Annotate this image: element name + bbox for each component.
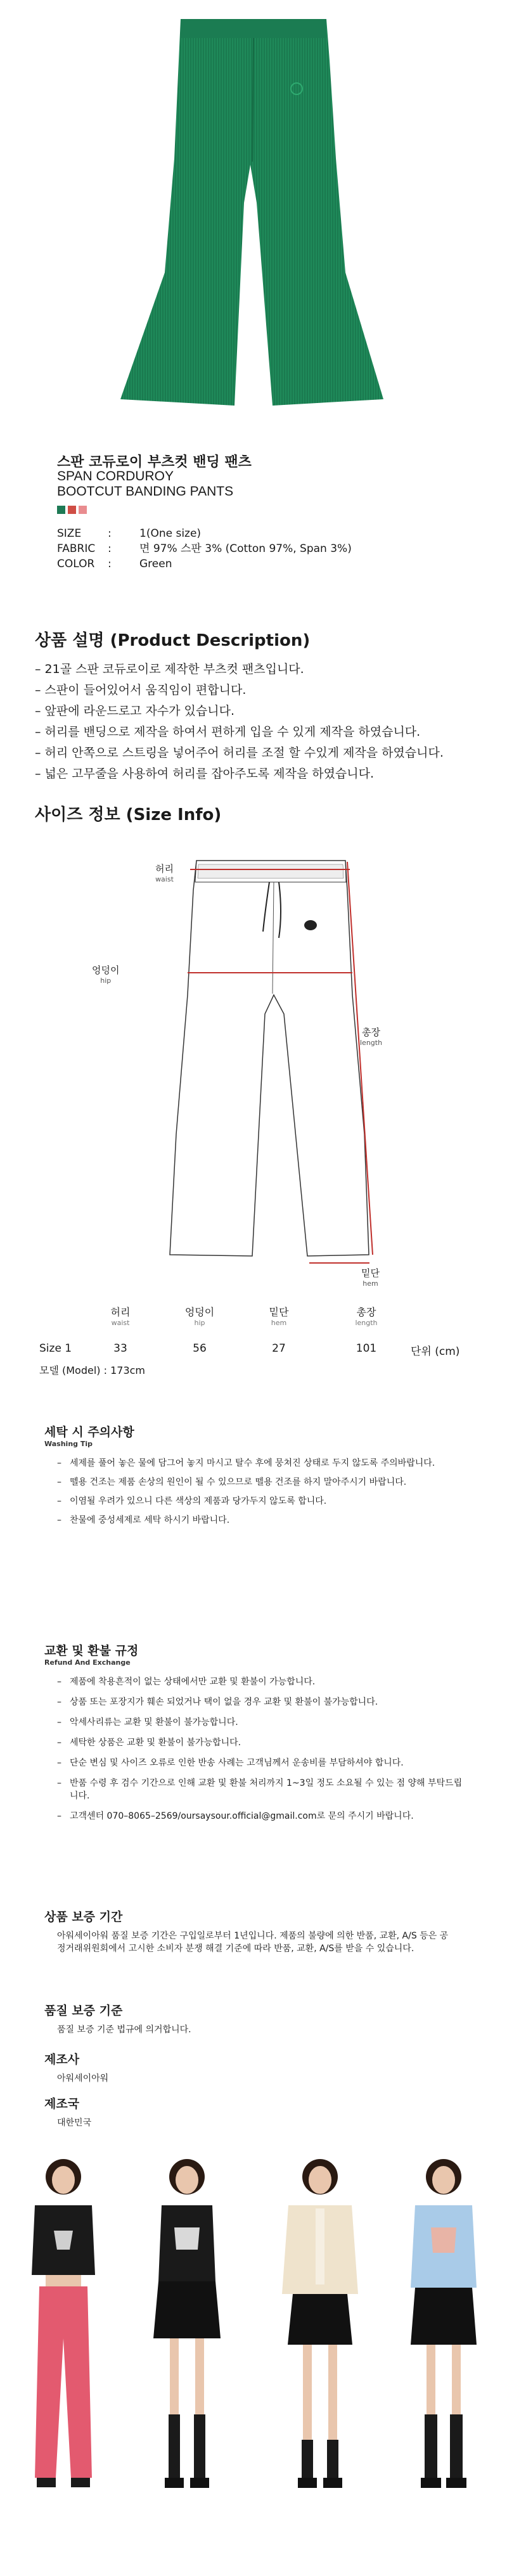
refund-subtitle: Refund And Exchange <box>44 1658 131 1667</box>
washing-item: – 뗄용 건조는 제품 손상의 원인이 될 수 있으므로 뗄용 건조를 하지 말아주시기 바랍니다. <box>44 1476 444 1489</box>
description-line: – 스판이 들어있어서 움직임이 편합니다. <box>35 683 247 697</box>
waist-label: 허리 waist <box>155 863 174 883</box>
washing-section <box>44 1423 475 1527</box>
value-length: 101 <box>356 1342 377 1355</box>
product-title-en-2: BOOTCUT BANDING PANTS <box>57 484 234 499</box>
refund-item: – 제품에 착용흔적이 없는 상태에서만 교환 및 환불이 가능합니다. <box>44 1676 463 1688</box>
product-photo <box>0 0 507 418</box>
washing-title: 세탁 시 주의사항 <box>44 1425 134 1439</box>
manufacturer-text: 아워세이아워 <box>57 2073 109 2084</box>
refund-section <box>44 1641 475 1823</box>
value-waist: 33 <box>113 1342 127 1355</box>
refund-item: – 세탁한 상품은 교환 및 환불이 불가능합니다. <box>44 1736 463 1749</box>
description-list <box>35 659 491 785</box>
manufacturer-section <box>44 2050 450 2085</box>
description-line: – 허리를 밴딩으로 제작을 하여서 편하게 입을 수 있게 제작을 하였습니다. <box>35 725 421 739</box>
swatch-pink[interactable] <box>79 506 87 514</box>
col-length-head: 총장 length <box>355 1306 378 1327</box>
quality-title: 품질 보증 기준 <box>44 2004 123 2018</box>
model-info: 모델 (Model) : 173cm <box>39 1364 146 1376</box>
swatch-green[interactable] <box>57 506 65 514</box>
spec-list <box>57 526 463 572</box>
row-label: Size 1 <box>39 1342 72 1355</box>
refund-item: – 고객센터 070–8065–2569/oursaysour.official@gmail.com로 문의 주시기 바랍니다. <box>44 1810 463 1823</box>
spec-size: SIZE : 1(One size) <box>57 527 202 540</box>
size-diagram <box>0 836 507 1280</box>
model-photos <box>0 2148 507 2566</box>
size-info-title: 사이즈 정보 (Size Info) <box>35 805 222 824</box>
description-line: – 21골 스판 코듀로이로 제작한 부츠컷 팬츠입니다. <box>35 662 304 676</box>
warranty-section <box>44 1907 450 1955</box>
spec-color: COLOR : Green <box>57 558 172 570</box>
model-photo-4 <box>411 2159 477 2488</box>
origin-text: 대한민국 <box>57 2118 92 2128</box>
refund-item: – 상품 또는 포장지가 훼손 되었거나 택이 없을 경우 교환 및 환불이 불가능합니다. <box>44 1696 463 1708</box>
warranty-title: 상품 보증 기간 <box>44 1910 123 1924</box>
spec-fabric: FABRIC : 면 97% 스판 3% (Cotton 97%, Span 3%) <box>57 542 352 555</box>
value-hem: 27 <box>272 1342 286 1355</box>
description-line: – 허리 안쪽으로 스트링을 넣어주어 허리를 조절 할 수있게 제작을 하였습니다. <box>35 746 444 760</box>
col-hip-head: 엉덩이 hip <box>184 1306 215 1327</box>
color-swatches <box>57 504 89 516</box>
refund-item: – 단순 변심 및 사이즈 오류로 인한 반송 사례는 고객님께서 운송비를 부담하셔야 합니다. <box>44 1757 463 1769</box>
refund-item: – 반품 수령 후 검수 기간으로 인해 교환 및 환불 처리까지 1~3일 정도 소요될 수 있는 점 양해 부탁드립니다. <box>44 1777 463 1802</box>
col-waist-head: 허리 waist <box>110 1306 131 1327</box>
pants-shape <box>120 19 383 406</box>
refund-item: – 악세사리류는 교환 및 환불이 불가능합니다. <box>44 1716 463 1729</box>
warranty-text: 아워세이아워 품질 보증 기간은 구입일로부터 1년입니다. 제품의 불량에 의한 반품, 교환, A/S 등은 공정거래위원회에서 고시한 소비자 분쟁 해결 기준에 따라 반품, 교환, A/S를 받을 수 있습니다. <box>57 1931 449 1954</box>
length-label: 총장 length <box>360 1027 383 1047</box>
unit-label: 단위 (cm) <box>411 1345 460 1358</box>
manufacturer-title: 제조사 <box>44 2053 80 2067</box>
swatch-red[interactable] <box>68 506 76 514</box>
origin-section <box>44 2094 450 2129</box>
description-line: – 넓은 고무줄을 사용하여 허리를 잡아주도록 제작을 하였습니다. <box>35 767 375 781</box>
washing-item: – 이염될 우려가 있으니 다른 색상의 제품과 당가두지 않도록 합니다. <box>44 1495 444 1508</box>
washing-item: – 세제를 풀어 놓은 물에 담그어 놓지 마시고 탈수 후에 뭉쳐진 상태로 두지 않도록 주의바랍니다. <box>44 1457 444 1470</box>
refund-title: 교환 및 환불 규정 <box>44 1644 139 1658</box>
value-hip: 56 <box>193 1342 207 1355</box>
quality-text: 품질 보증 기준 법규에 의거합니다. <box>57 2025 191 2035</box>
origin-title: 제조국 <box>44 2097 80 2111</box>
model-photo-3 <box>282 2159 358 2488</box>
size-table <box>0 1304 507 1393</box>
model-photo-1 <box>32 2159 95 2487</box>
washing-item: – 찬물에 중성세제로 세탁 하시기 바랍니다. <box>44 1514 444 1527</box>
washing-subtitle: Washing Tip <box>44 1440 93 1448</box>
description-line: – 앞판에 라운드로고 자수가 있습니다. <box>35 704 235 718</box>
product-title-en-1: SPAN CORDUROY <box>57 469 174 484</box>
product-title-kr: 스판 코듀로이 부츠컷 밴딩 팬츠 <box>57 454 252 470</box>
col-hem-head: 밑단 hem <box>269 1306 289 1327</box>
quality-section <box>44 2001 450 2036</box>
model-photo-2 <box>153 2159 221 2488</box>
description-title: 상품 설명 (Product Description) <box>35 631 311 650</box>
hip-label: 엉덩이 hip <box>92 964 120 985</box>
hem-label: 밑단 hem <box>361 1267 380 1288</box>
